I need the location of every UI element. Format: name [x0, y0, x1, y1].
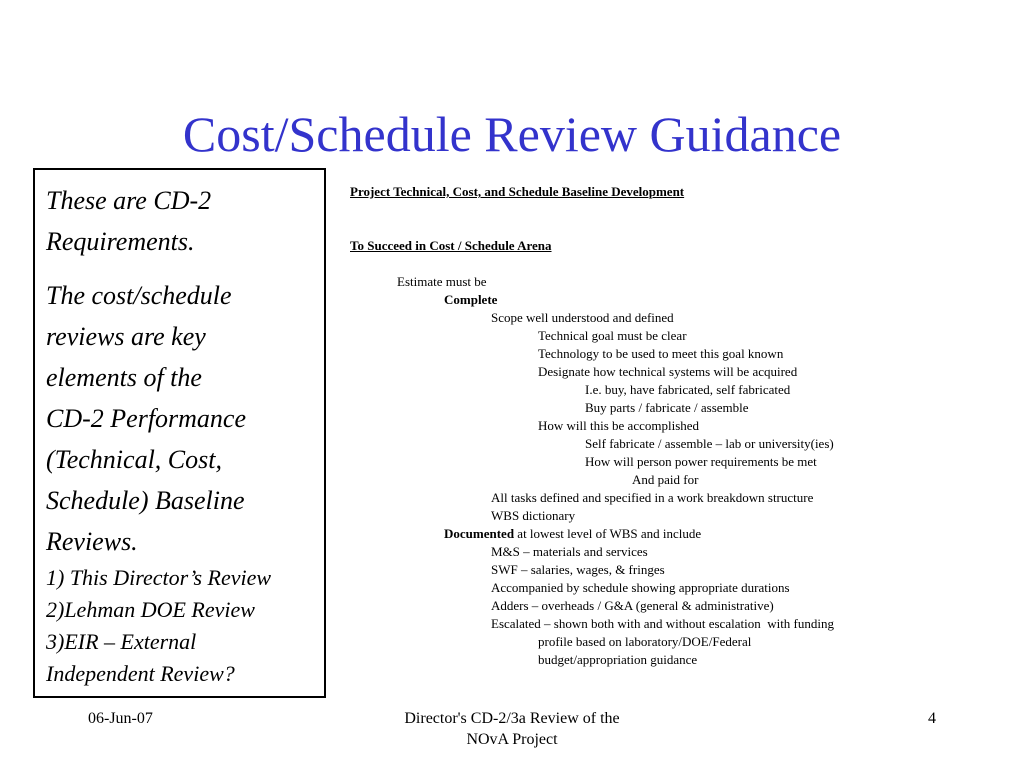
footer-title-line: Director's CD-2/3a Review of the — [404, 710, 620, 727]
callout-line: reviews are key — [46, 322, 206, 351]
outline-item: budget/appropriation guidance — [538, 652, 698, 667]
outline-item-text: at lowest level of WBS and include — [514, 526, 702, 541]
outline-item: profile based on laboratory/DOE/Federal — [538, 634, 752, 649]
baseline-outline — [350, 183, 970, 669]
outline-spacer — [350, 255, 970, 273]
outline-item: M&S – materials and services — [491, 544, 648, 559]
footer-presentation-title — [362, 708, 662, 750]
callout-line: The cost/schedule — [46, 281, 232, 310]
outline-item: Estimate must be — [397, 274, 487, 289]
outline-item — [350, 525, 970, 543]
outline-item: Self fabricate / assemble – lab or university(ies) — [585, 436, 834, 451]
callout-line: (Technical, Cost, — [46, 445, 222, 474]
outline-item: Accompanied by schedule showing appropriate durations — [491, 580, 790, 595]
callout-line: Requirements. — [46, 227, 195, 256]
footer-page-number: 4 — [928, 710, 936, 727]
callout-line: Schedule) Baseline — [46, 486, 245, 515]
slide-title: Cost/Schedule Review Guidance — [182, 106, 842, 162]
outline-item: Escalated – shown both with and without escalation with funding — [491, 616, 834, 631]
callout-review-item: 3)EIR – External — [46, 629, 197, 654]
outline-item: Scope well understood and defined — [491, 310, 674, 325]
callout-line: CD-2 Performance — [46, 404, 247, 433]
callout-review-item: Independent Review? — [46, 661, 235, 686]
outline-item: Buy parts / fabricate / assemble — [585, 400, 749, 415]
outline-heading: Project Technical, Cost, and Schedule Baseline Development — [350, 184, 685, 199]
outline-item: All tasks defined and specified in a work breakdown structure — [491, 490, 814, 505]
callout-review-item: 1) This Director’s Review — [46, 565, 272, 590]
outline-item: WBS dictionary — [491, 508, 576, 523]
outline-item: Technology to be used to meet this goal known — [538, 346, 784, 361]
outline-item: Technical goal must be clear — [538, 328, 687, 343]
outline-spacer — [350, 219, 970, 237]
footer-date: 06-Jun-07 — [88, 710, 153, 727]
callout-line: These are CD-2 — [46, 186, 212, 215]
outline-item: SWF – salaries, wages, & fringes — [491, 562, 665, 577]
outline-item: How will this be accomplished — [538, 418, 700, 433]
outline-item: Adders – overheads / G&A (general & administrative) — [491, 598, 774, 613]
outline-spacer — [350, 201, 970, 219]
outline-item: Complete — [444, 292, 498, 307]
callout-line: elements of the — [46, 363, 202, 392]
callout-review-item: 2)Lehman DOE Review — [46, 597, 255, 622]
outline-item: How will person power requirements be met — [585, 454, 817, 469]
outline-item: Designate how technical systems will be acquired — [538, 364, 798, 379]
outline-item-emphasis: Documented — [444, 526, 515, 541]
footer-title-line: NOvA Project — [466, 731, 558, 748]
requirements-callout-box — [33, 168, 326, 698]
outline-item: I.e. buy, have fabricated, self fabricated — [585, 382, 791, 397]
outline-heading: To Succeed in Cost / Schedule Arena — [350, 238, 552, 253]
callout-line: Reviews. — [46, 527, 138, 556]
outline-item: And paid for — [632, 472, 699, 487]
